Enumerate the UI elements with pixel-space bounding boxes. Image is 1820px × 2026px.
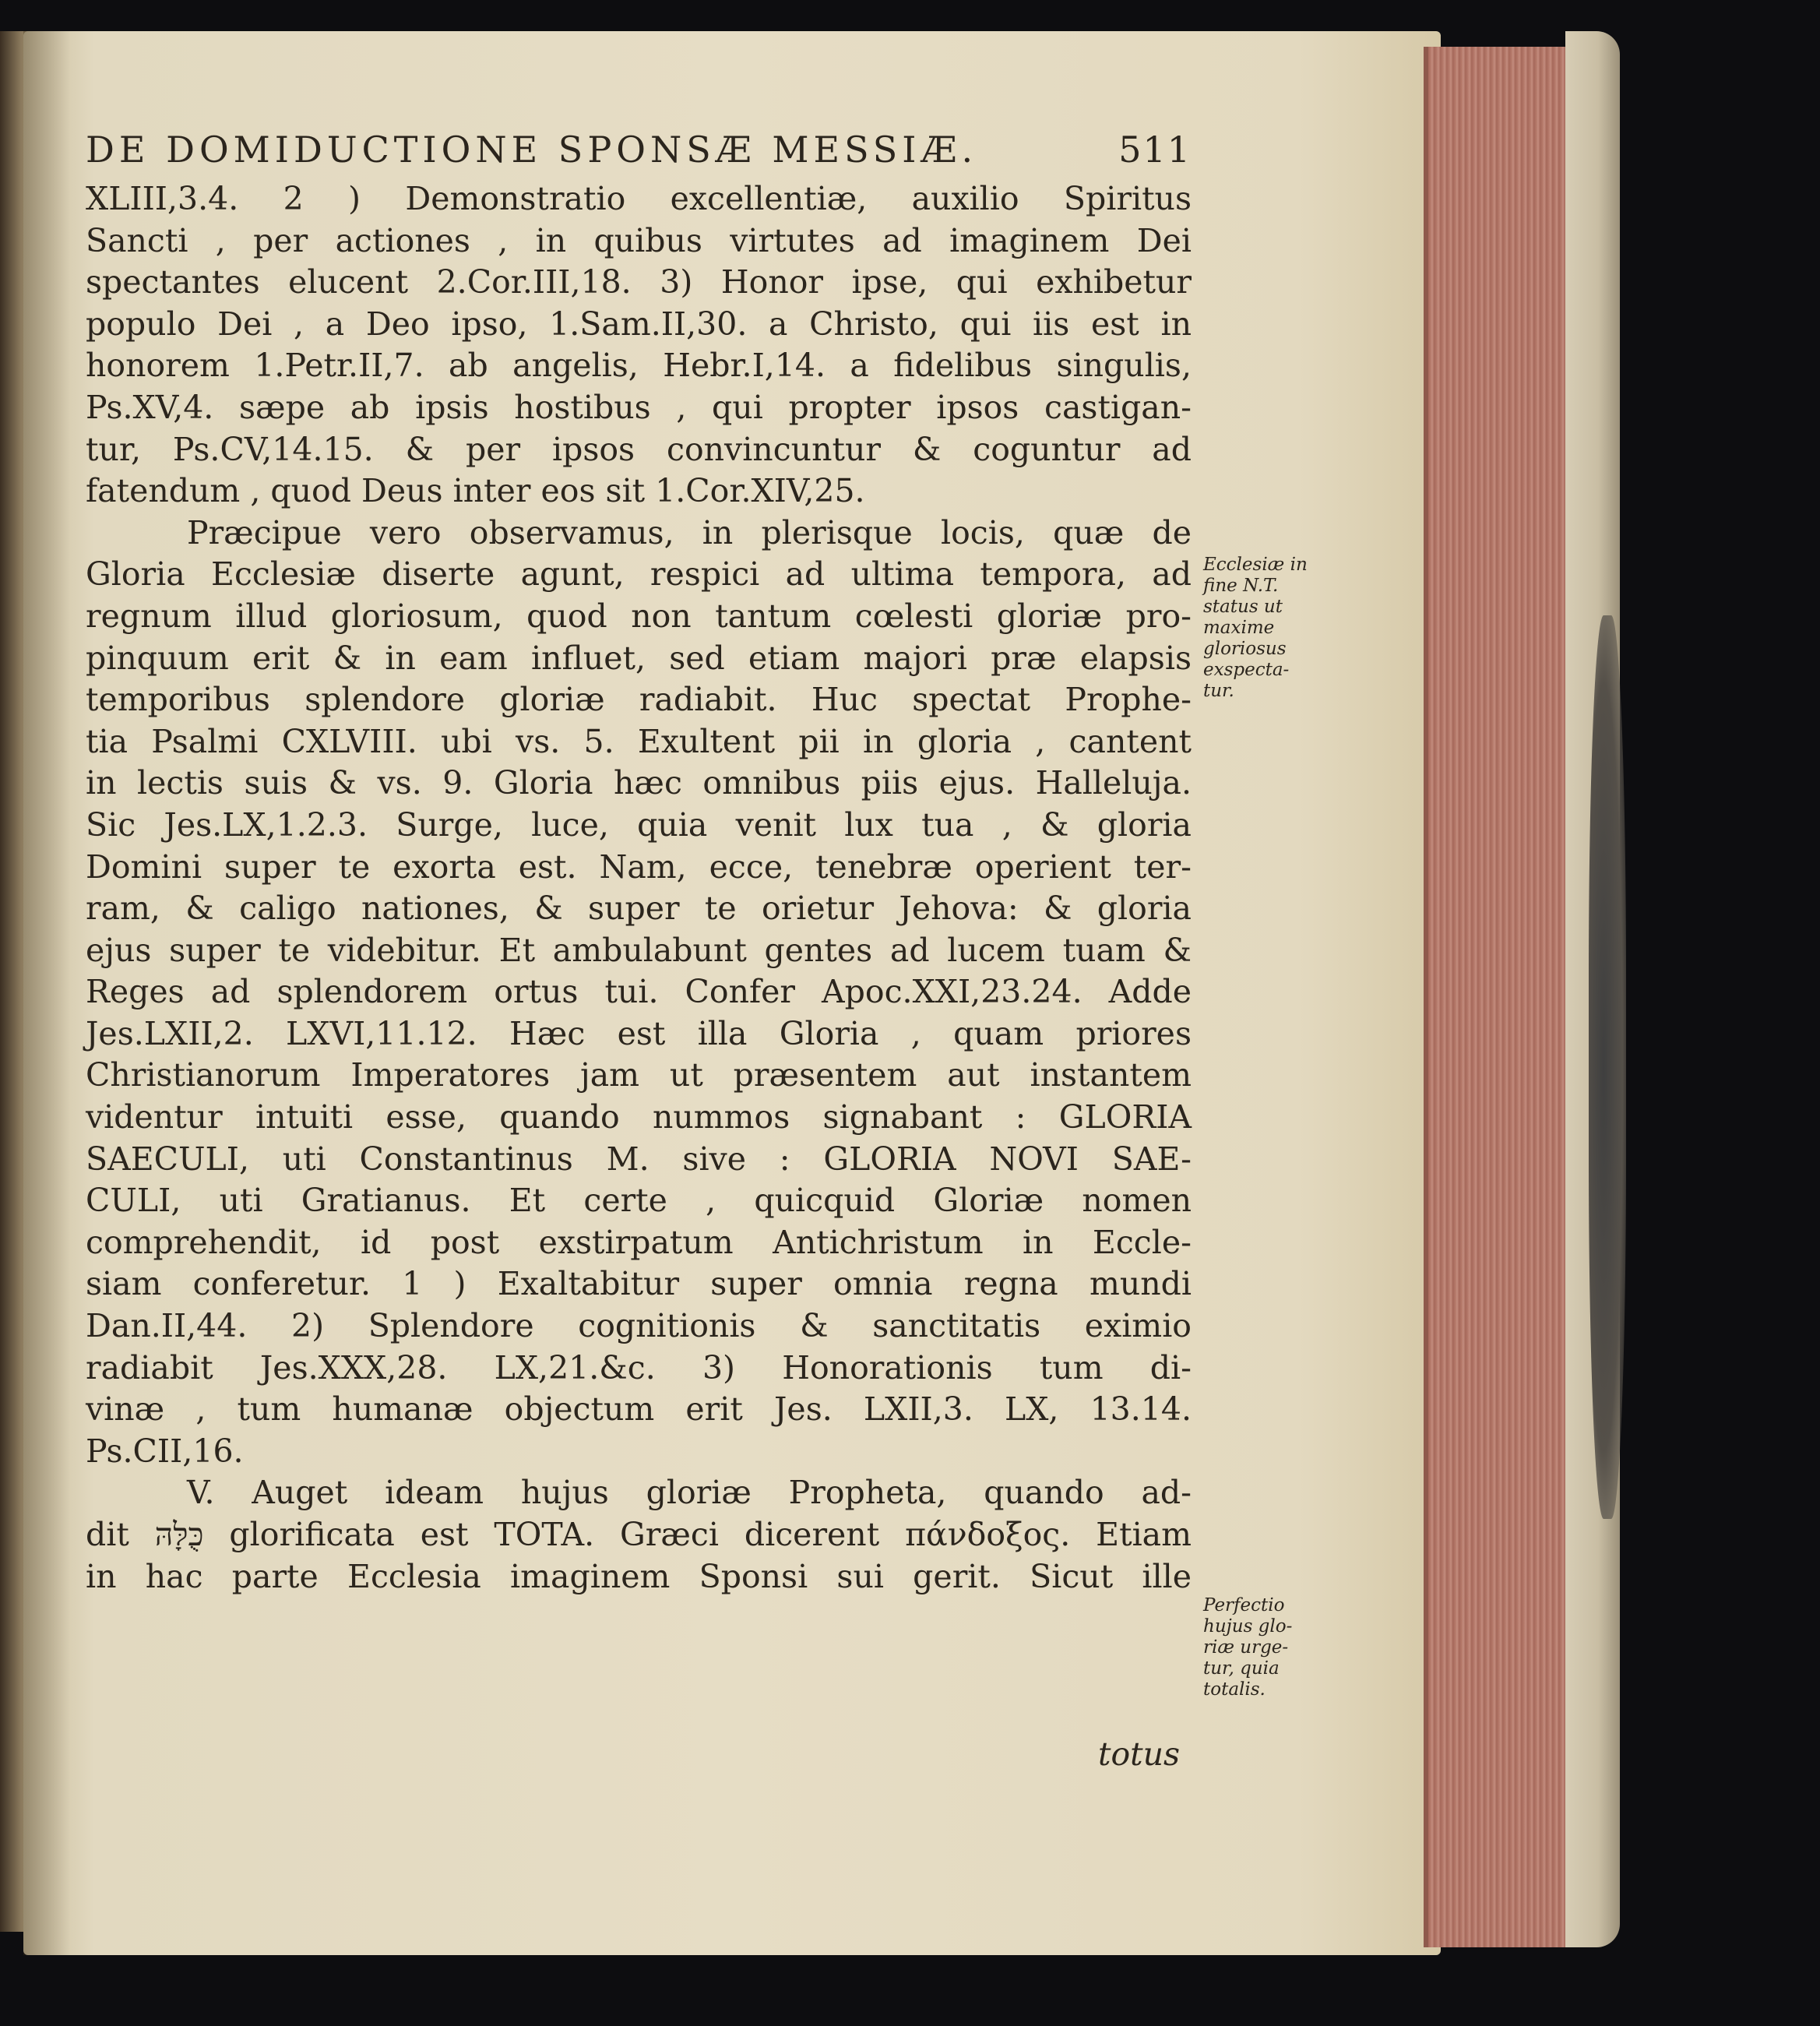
margin-note-line: totalis.: [1203, 1679, 1266, 1700]
page-text: [86, 129, 1192, 1598]
text-line: Ps.CII,16.: [86, 1432, 244, 1470]
book-fore-edge: [1424, 47, 1584, 1947]
text-line: Sic Jes.LX,1.2.3. Surge, luce, quia venit lux tua , & gloria: [86, 805, 1192, 844]
text-line: in lectis suis & vs. 9. Gloria hæc omnibus piis ejus. Halleluja.: [86, 764, 1192, 802]
text-line: ejus super te videbitur. Et ambulabunt gentes ad lucem tuam &: [86, 931, 1192, 969]
text-line: tur, Ps.CV,14.15. & per ipsos convincuntur & coguntur ad: [86, 430, 1192, 468]
margin-note: [1203, 555, 1308, 702]
text-line: V. Auget ideam hujus gloriæ Propheta, quando ad-: [187, 1474, 1192, 1512]
text-line: vinæ , tum humanæ objectum erit Jes. LXII,3. LX, 13.14.: [86, 1390, 1192, 1429]
text-line: radiabit Jes.XXX,28. LX,21.&c. 3) Honorationis tum di-: [86, 1348, 1192, 1386]
running-title: DE DOMIDUCTIONE SPONSÆ MESSIÆ.: [86, 129, 978, 171]
margin-note-line: gloriosus: [1203, 639, 1287, 659]
text-line: pinquum erit & in eam influet, sed etiam majori præ elapsis: [86, 639, 1192, 677]
text-line: tia Psalmi CXLVIII. ubi vs. 5. Exultent pii in gloria , cantent: [86, 722, 1192, 760]
text-line: dit כֻּלָּהּ glorificata est TOTA. Græci dicerent πάνδοξος. Etiam: [86, 1516, 1192, 1553]
margin-note-line: tur.: [1203, 681, 1234, 701]
margin-note-line: fine N.T.: [1203, 576, 1279, 596]
margin-note-line: Perfectio: [1203, 1595, 1285, 1616]
text-line: Dan.II,44. 2) Splendore cognitionis & sanctitatis eximio: [86, 1307, 1192, 1345]
text-line: Reges ad splendorem ortus tui. Confer Apoc.XXI,23.24. Adde: [86, 973, 1192, 1011]
cover-wear-mark: [1589, 615, 1626, 1519]
text-line: SAECULI, uti Constantinus M. sive : GLORIA NOVI SAE-: [86, 1140, 1192, 1178]
text-line: spectantes elucent 2.Cor.III,18. 3) Honor ipse, qui exhibetur: [86, 263, 1192, 301]
margin-note-line: status ut: [1203, 597, 1283, 617]
text-line: Gloria Ecclesiæ diserte agunt, respici ad ultima tempora, ad: [86, 555, 1192, 594]
text-line: temporibus splendore gloriæ radiabit. Huc spectat Prophe-: [86, 681, 1192, 719]
margin-note-line: exspecta-: [1203, 660, 1290, 680]
text-line: Jes.LXII,2. LXVI,11.12. Hæc est illa Gloria , quam priores: [86, 1014, 1192, 1052]
margin-note: [1203, 1595, 1292, 1700]
margin-note-line: hujus glo-: [1203, 1616, 1293, 1637]
margin-note-line: tur, quia: [1203, 1658, 1280, 1679]
catchword: totus: [1098, 1735, 1181, 1773]
text-line: in hac parte Ecclesia imaginem Sponsi sui gerit. Sicut ille: [86, 1557, 1192, 1595]
text-line: videntur intuiti esse, quando nummos signabant : GLORIA: [86, 1098, 1192, 1136]
text-line: fatendum , quod Deus inter eos sit 1.Cor.XIV,25.: [86, 472, 865, 510]
margin-note-line: Ecclesiæ in: [1203, 555, 1308, 575]
margin-note-line: riæ urge-: [1203, 1637, 1289, 1658]
text-line: Sancti , per actiones , in quibus virtutes ad imaginem Dei: [86, 221, 1192, 259]
text-line: XLIII,3.4. 2 ) Demonstratio excellentiæ, auxilio Spiritus: [86, 180, 1192, 217]
text-line: Ps.XV,4. sæpe ab ipsis hostibus , qui propter ipsos castigan-: [86, 388, 1192, 426]
text-line: populo Dei , a Deo ipso, 1.Sam.II,30. a Christo, qui iis est in: [86, 305, 1192, 343]
text-line: siam conferetur. 1 ) Exaltabitur super omnia regna mundi: [86, 1265, 1192, 1303]
page-gutter-shadow: [23, 31, 70, 1955]
text-line: ram, & caligo nationes, & super te orietur Jehova: & gloria: [86, 890, 1192, 928]
text-line: Christianorum Imperatores jam ut præsentem aut instantem: [86, 1056, 1192, 1094]
text-line: Præcipue vero observamus, in plerisque locis, quæ de: [187, 513, 1192, 551]
text-line: regnum illud gloriosum, quod non tantum cœlesti gloriæ pro-: [86, 597, 1192, 635]
margin-note-line: maxime: [1203, 618, 1275, 638]
running-header: [86, 129, 1192, 174]
text-line: honorem 1.Petr.II,7. ab angelis, Hebr.I,14. a fidelibus singulis,: [86, 347, 1192, 385]
text-line: comprehendit, id post exstirpatum Antichristum in Eccle-: [86, 1223, 1192, 1261]
text-line: CULI, uti Gratianus. Et certe , quicquid Gloriæ nomen: [86, 1182, 1192, 1220]
text-line: Domini super te exorta est. Nam, ecce, tenebræ operient ter-: [86, 847, 1192, 886]
page-number: 511: [1118, 129, 1192, 171]
